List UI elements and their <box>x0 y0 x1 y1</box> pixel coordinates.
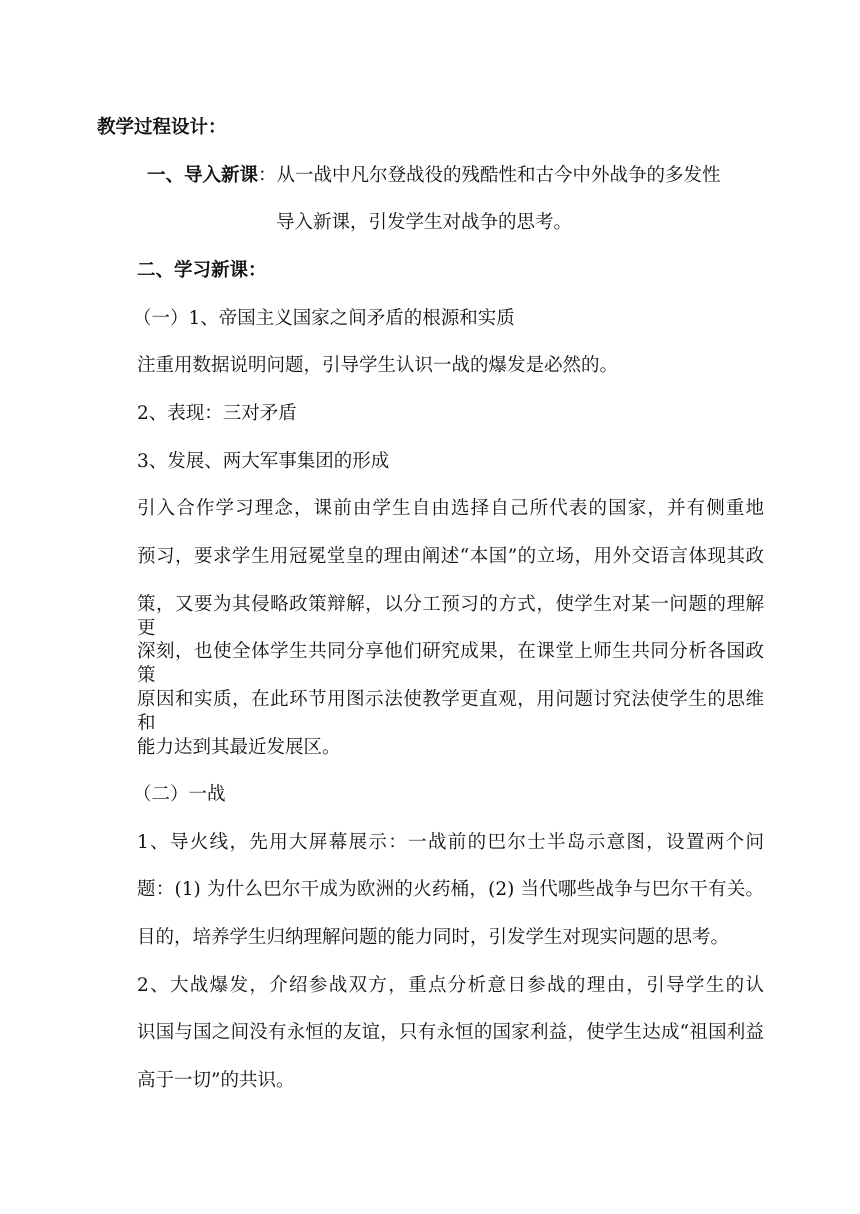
sub1-note: 注重用数据说明问题，引导学生认识一战的爆发是必然的。 <box>137 355 619 376</box>
sub1-title: （一）1、帝国主义国家之间矛盾的根源和实质 <box>133 308 515 329</box>
para1-line: 引入合作学习理念，课前由学生自由选择自己所代表的国家，并有侧重地 <box>137 498 764 519</box>
para1-line: 原因和实质，在此环节用图示法使教学更直观，用问题讨究法使学生的思维和 <box>137 689 764 734</box>
para1-line: 深刻，也使全体学生共同分享他们研究成果，在课堂上师生共同分析各国政策 <box>137 641 764 686</box>
para1-line: 预习，要求学生用冠冕堂皇的理由阐述“本国”的立场，用外交语言体现其政 <box>137 546 764 567</box>
sub2-title: （二）一战 <box>133 784 226 805</box>
item2-text: 2、表现：三对矛盾 <box>137 403 297 424</box>
para2-line: 题：(1) 为什么巴尔干成为欧洲的火药桶，(2) 当代哪些战争与巴尔干有关。 <box>137 879 764 900</box>
para3-line: 高于一切”的共识。 <box>137 1070 295 1091</box>
section1-text-line2: 导入新课，引发学生对战争的思考。 <box>276 212 573 233</box>
para1-line: 策，又要为其侵略政策辩解，以分工预习的方式，使学生对某一问题的理解更 <box>137 594 764 639</box>
para2-line: 1、导火线，先用大屏幕展示：一战前的巴尔士半岛示意图，设置两个问 <box>137 832 764 853</box>
para3-line: 识国与国之间没有永恒的友谊，只有永恒的国家利益，使学生达成“祖国利益 <box>137 1022 764 1043</box>
section2-heading: 二、学习新课： <box>137 260 267 281</box>
para3-line: 2、大战爆发，介绍参战双方，重点分析意日参战的理由，引导学生的认 <box>137 975 764 996</box>
para2-line: 目的，培养学生归纳理解问题的能力同时，引发学生对现实问题的思考。 <box>137 927 730 948</box>
page-heading: 教学过程设计： <box>97 117 227 138</box>
section1-label: 一、导入新课 <box>147 165 259 186</box>
para1-line: 能力达到其最近发展区。 <box>137 737 341 758</box>
section1-text-line1: ：从一战中凡尔登战役的残酷性和古今中外战争的多发性 <box>258 165 721 186</box>
section1-line1 <box>147 164 721 188</box>
item3-text: 3、发展、两大军事集团的形成 <box>137 451 390 472</box>
